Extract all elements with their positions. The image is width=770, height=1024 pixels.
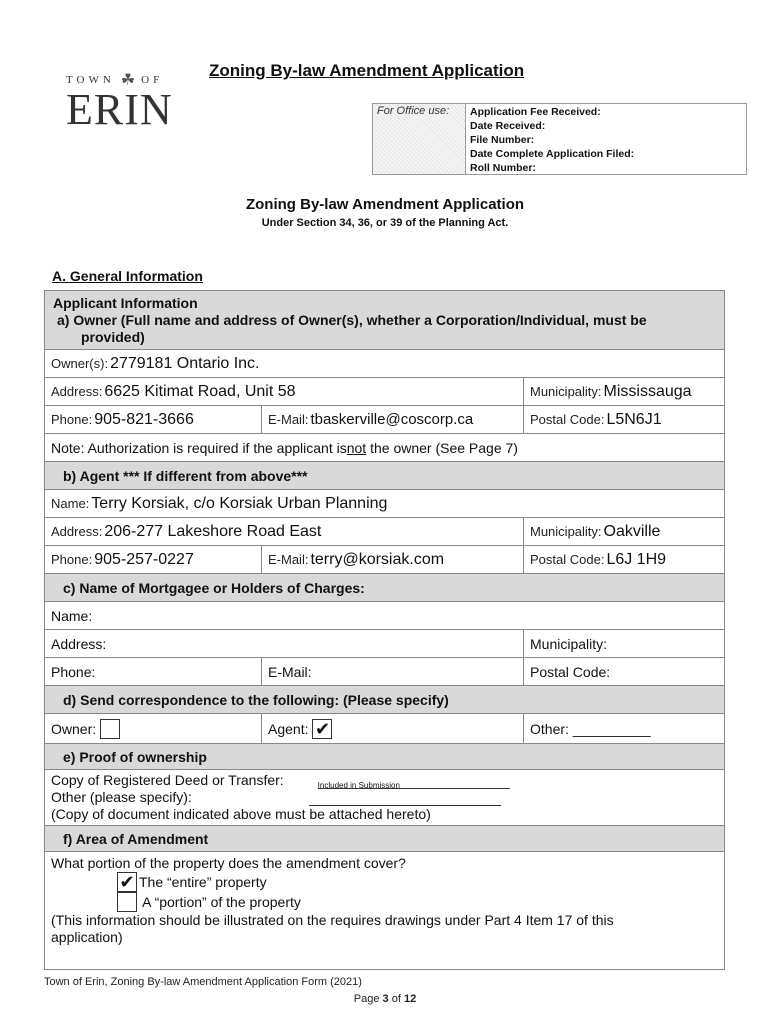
page-prefix: Page [353,993,383,1005]
office-use-box [372,103,747,175]
footer-page-number [0,993,770,1005]
office-date-line: Date Received: [470,120,546,132]
office-complete-line: Date Complete Application Filed: [470,148,635,160]
page-total: 12 [403,993,417,1005]
agent-municipality-label: Municipality: [530,524,602,539]
owner-phone-value: 905-821-3666 [94,410,194,428]
note-suffix: the owner (See Page 7) [366,439,518,456]
note-prefix: Note: Authorization is required if the applicant is [51,439,347,456]
agent-postal-label: Postal Code: [530,552,605,567]
owner-phone-label: Phone: [51,412,93,427]
mortgagee-address-field[interactable] [45,630,523,657]
agent-email-field[interactable] [261,546,523,573]
footer-form-name: Town of Erin, Zoning By-law Amendment Application Form (2021) [44,976,362,988]
logo-of-text: OF [141,74,164,86]
copy-note: (Copy of document indicated above must be attached hereto) [51,806,431,822]
agent-municipality-value: Oakville [603,522,661,540]
correspondence-owner-label: Owner: [51,720,97,737]
owner-name-value: 2779181 Ontario Inc. [110,354,260,372]
mortgagee-municipality-field[interactable] [523,630,724,657]
owner-postal-field[interactable] [523,406,724,433]
area-note: (This information should be illustrated on the requires drawings under Part 4 Item 17 of this [51,912,614,928]
town-logo [66,70,191,134]
portion-property-checkbox[interactable] [117,892,137,912]
agent-heading: b) Agent *** If different from above*** [45,462,724,489]
application-form [44,290,725,970]
mortgagee-name-field[interactable] [45,602,724,629]
mortgagee-email-label: E-Mail: [268,663,312,680]
mortgagee-phone-field[interactable] [45,658,261,685]
office-roll-line: Roll Number: [470,162,536,174]
other-proof-input[interactable] [309,794,501,806]
owner-email-value: tbaskerville@coscorp.ca [310,411,474,428]
area-heading: f) Area of Amendment [45,826,724,851]
form-subtitle: Under Section 34, 36, or 39 of the Planning Act. [261,217,509,229]
clover-icon: ☘ [120,72,136,89]
owner-email-field[interactable] [261,406,523,433]
owner-heading: a) Owner (Full name and address of Owner(s), whether a Corporation/Individual, must be [57,311,647,328]
correspondence-owner-checkbox[interactable] [100,719,120,739]
owner-address-label: Address: [51,384,103,399]
owner-postal-label: Postal Code: [530,412,605,427]
agent-email-value: terry@korsiak.com [310,550,445,568]
owner-municipality-value: Mississauga [603,382,692,400]
area-question: What portion of the property does the amendment cover? [51,855,406,871]
page-current: 3 [382,993,389,1005]
agent-phone-label: Phone: [51,552,93,567]
portion-property-label: A “portion” of the property [139,893,301,910]
logo-town-text: TOWN [66,74,115,86]
correspondence-agent-checkbox[interactable]: ✔ [312,719,332,739]
office-use-label: For Office use: [373,104,466,174]
agent-name-value: Terry Korsiak, c/o Korsiak Urban Planning [91,494,388,512]
agent-email-label: E-Mail: [268,552,309,567]
owner-municipality-field[interactable] [523,378,724,405]
owner-email-label: E-Mail: [268,412,309,427]
owner-name-field[interactable] [45,350,724,377]
deed-label: Copy of Registered Deed or Transfer: [51,772,284,788]
mortgagee-email-field[interactable] [261,658,523,685]
agent-postal-field[interactable] [523,546,724,573]
agent-address-value: 206-277 Lakeshore Road East [104,522,322,540]
owner-authorization-note [45,434,724,461]
office-fee-line: Application Fee Received: [470,106,601,118]
owner-address-value: 6625 Kitimat Road, Unit 58 [104,382,296,400]
mortgagee-postal-field[interactable] [523,658,724,685]
agent-phone-value: 905-257-0227 [94,550,194,568]
agent-name-label: Name: [51,496,90,511]
owner-address-field[interactable] [45,378,523,405]
owner-municipality-label: Municipality: [530,384,602,399]
entire-property-checkbox[interactable]: ✔ [117,872,137,892]
agent-address-field[interactable] [45,518,523,545]
office-file-line: File Number: [470,134,535,146]
form-title: Zoning By-law Amendment Application [245,196,525,213]
agent-address-label: Address: [51,524,103,539]
logo-name: ERIN [66,85,173,134]
owner-heading-cont: provided) [81,328,145,345]
note-not: not [346,439,367,456]
area-note-cont: application) [51,929,123,945]
mortgagee-postal-label: Postal Code: [530,663,611,680]
agent-phone-field[interactable] [45,546,261,573]
owner-name-label: Owner(s): [51,356,109,371]
correspondence-other-label: Other: __________ [530,720,651,737]
agent-postal-value: L6J 1H9 [606,550,667,568]
mortgagee-name-label: Name: [51,607,93,624]
page-title: Zoning By-law Amendment Application [209,61,525,80]
owner-postal-value: L5N6J1 [606,410,662,428]
applicant-info-heading: Applicant Information [53,294,198,311]
agent-name-field[interactable] [45,490,724,517]
other-proof-label: Other (please specify): [51,789,192,805]
mortgagee-heading: c) Name of Mortgagee or Holders of Charges: [45,574,724,601]
correspondence-agent-label: Agent: [268,720,309,737]
entire-property-label: The “entire” property [139,873,267,890]
deed-input[interactable]: Included in Submission [318,777,510,789]
mortgagee-municipality-label: Municipality: [530,635,608,652]
proof-heading: e) Proof of ownership [45,744,724,769]
owner-phone-field[interactable] [45,406,261,433]
correspondence-other-field[interactable] [523,714,724,743]
section-a-heading: A. General Information [52,268,203,284]
agent-municipality-field[interactable] [523,518,724,545]
page-of: of [388,993,404,1005]
correspondence-heading: d) Send correspondence to the following: (Please specify) [45,686,724,713]
mortgagee-address-label: Address: [51,635,107,652]
mortgagee-phone-label: Phone: [51,663,96,680]
